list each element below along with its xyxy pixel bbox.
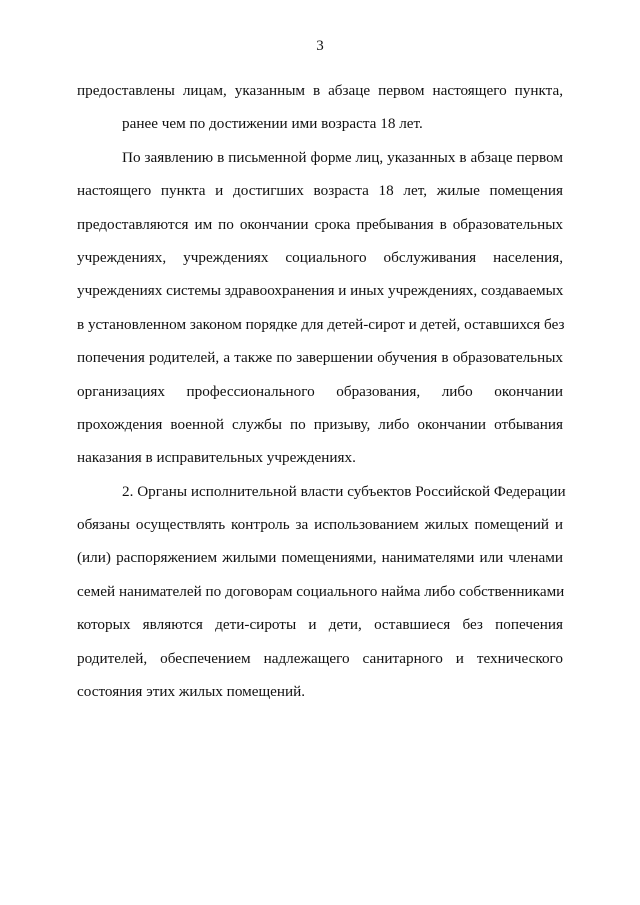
paragraph-2-line-5: учреждениях системы здравоохранения и иных учреждениях, создаваемых [77, 282, 564, 300]
paragraph-1-line-2: ранее чем по достижении ими возраста 18 лет. [122, 115, 423, 133]
paragraph-3-line-5: которых являются дети-сироты и дети, оставшиеся без попечения [77, 616, 563, 634]
paragraph-2-line-6: в установленном законом порядке для детей-сирот и детей, оставшихся без [77, 315, 565, 333]
paragraph-2-line-9: прохождения военной службы по призыву, либо окончании отбывания [77, 415, 563, 433]
paragraph-2-line-2: настоящего пункта и достигших возраста 18 лет, жилые помещения [77, 182, 563, 200]
paragraph-2-line-1: По заявлению в письменной форме лиц, указанных в абзаце первом [122, 148, 563, 166]
paragraph-3-line-3: (или) распоряжением жилыми помещениями, нанимателями или членами [77, 549, 563, 567]
paragraph-3-line-4: семей нанимателей по договорам социального найма либо собственниками [77, 582, 565, 600]
paragraph-3-line-1: 2. Органы исполнительной власти субъектов Российской Федерации [122, 482, 566, 500]
paragraph-3-line-6: родителей, обеспечением надлежащего санитарного и технического [77, 649, 563, 667]
paragraph-2-line-4: учреждениях, учреждениях социального обслуживания населения, [77, 248, 563, 266]
document-body [77, 74, 566, 708]
paragraph-1-line-1: предоставлены лицам, указанным в абзаце первом настоящего пункта, [77, 82, 563, 99]
paragraph-2-line-3: предоставляются им по окончании срока пребывания в образовательных [77, 215, 563, 233]
paragraph-3-line-7: состояния этих жилых помещений. [77, 683, 306, 701]
paragraph-2-line-7: попечения родителей, а также по завершении обучения в образовательных [77, 349, 563, 367]
paragraph-2-line-10: наказания в исправительных учреждениях. [77, 449, 356, 467]
paragraph-3-line-2: обязаны осуществлять контроль за использованием жилых помещений и [77, 516, 563, 534]
page-number: 3 [316, 38, 324, 54]
paragraph-2-line-8: организациях профессионального образования, либо окончании [77, 382, 563, 400]
